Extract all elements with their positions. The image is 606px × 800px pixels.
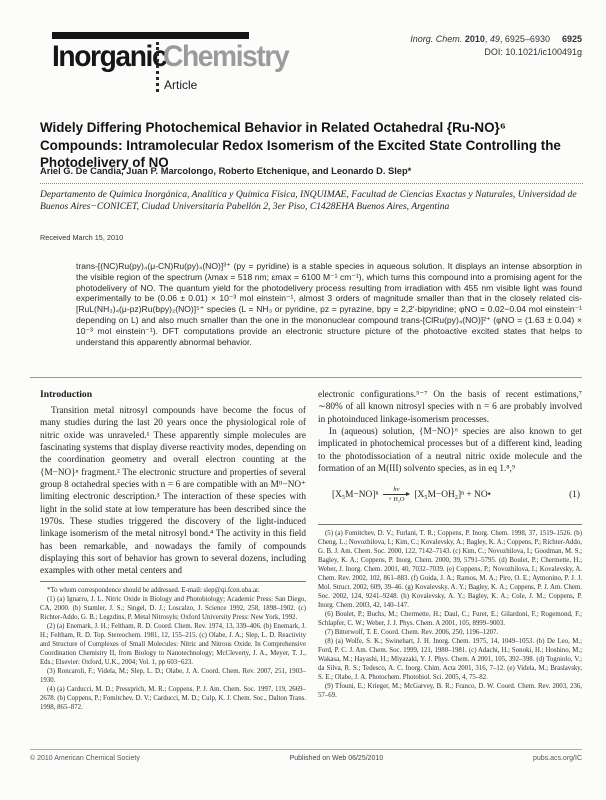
logo-dotted-divider — [156, 42, 159, 92]
page-number: 6925 — [561, 34, 582, 44]
published-date: Published on Web 06/25/2010 — [289, 755, 384, 762]
arrow-line-icon — [383, 494, 409, 495]
footnote-ref-7: (7) Bitterwolf, T. E. Coord. Chem. Rev. 2006, 250, 1196–1207. — [325, 629, 499, 636]
citation-line — [410, 33, 582, 46]
footnote-ref-9: (9) Tfouni, E.; Krieger, M.; McGarvey, B. R.; Franco, D. W. Coord. Chem. Rev. 2003, 236, 57–69. — [318, 683, 582, 699]
intro-paragraph: Transition metal nitrosyl compounds have become the focus of many studies during the last 20 years once the physiological role of nitric oxide was unraveled.¹ These apparently simple molecules are fascinating systems that display diverse reactivity modes, depending on the coordination geometry and overall electron counting at the {M−NO}ⁿ fragment.² The electronic structure and properties of several group 8 octahedral species with n = 6 are compatible with an Mᴵᴵ−NO⁺ limiting electronic description.³ The interaction of these species with light in the solid state at low temperature has been described since the 1970s. These studies triggered the discovery of the light-induced linkage isomerism of the metal nitrosyl bond.⁴ The activity in this field has been remarkable, and nowadays the family of compounds displaying this sort of behavior has grown to several dozens, including examples with other metal centers and — [40, 406, 306, 577]
logo-word-inorganic: Inorganic — [52, 40, 167, 73]
body-paragraph-continuation: electronic configurations.⁵⁻⁷ On the basis of recent estimations,⁷ ∼80% of all known nitrosyl species with n = 6 are probably involved in photoinduced linkage-isomerism processes. — [318, 390, 582, 425]
author-list: Ariel G. De Candia, Juan P. Marcolongo, Roberto Etchenique, and Leonardo D. Slep* — [40, 166, 412, 176]
arrow-label-bottom: + H₂O — [388, 496, 405, 504]
doi-line: DOI: 10.1021/ic100491g — [484, 47, 582, 57]
citation-journal: Inorg. Chem. — [410, 34, 463, 44]
footnote-ref-6: (6) Boulet, P.; Buchs, M.; Chermette, H.; Daul, C.; Furet, E.; Gilardoni, F.; Rogemond, F.; Schlapfer, C. W.; Weber, J. J. Phys. Chem. A 2001, 105, 8999–9003. — [318, 611, 582, 627]
abstract-body-divider — [30, 377, 582, 378]
footnote-divider-right — [318, 524, 582, 525]
footnote-ref-1: (1) (a) Ignarro, J. L. Nitric Oxide in Biology and Photobiology; Academic Press: San Diego, CA, 2000. (b) Stamler, J. S.; Singel, D. J.; Loscalzo, J. Science 1992, 258, 1898–1902. (c) Richter-Addo, G. B.; Legzdins, P. Metal Nitrosyls; Oxford University Press: New York, 1992. — [40, 596, 306, 621]
abstract-text: trans-[(NC)Ru(py)₄(μ-CN)Ru(py)₄(NO)]³⁺ (py = pyridine) is a stable species in aqueous solution. It displays an intense absorption in the visible region of the spectrum (λmax = 518 nm; εmax = 6100 M⁻¹ cm⁻¹), which turns this compound into a promising agent for the photodelivery of NO. The quantum yield for the photodelivery process resulting from irradiation with 455 nm visible light was found experimentally to be (0.06 ± 0.01) × 10⁻³ mol einstein⁻¹, almost 3 orders of magnitude smaller than that in the closely related cis-[RuL(NH₃)₄(μ-pz)Ru(bpy)₂(NO)]⁵⁺ species (L = NH₃ or pyridine, pz = pyrazine, bpy = 2,2′-bipyridine; φNO = 0.02−0.04 mol einstein⁻¹ depending on L) and also much smaller than the one in the mononuclear compound trans-[ClRu(py)₄(NO)]²⁺ (φNO = (1.63 ± 0.04) × 10⁻³ mol einstein⁻¹). DFT computations provide an electronic structure picture of the photoactive excited states that helps to understand this apparently abnormal behavior. — [76, 261, 582, 347]
footnote-ref-2: (2) (a) Enemark, J. H.; Feltham, R. D. Coord. Chem. Rev. 1974, 13, 339–406. (b) Enemark, J. H.; Feltham, R. D. Top. Stereochem. 1981, 12, 155–215. (c) Olabe, J. A.; Slep, L. D. Reactivity and Structure of Complexes of Small Molecules: Nitric and Nitrous Oxide. In Comprehensive Coordination Chemistry II, from Biology to Nanotechnology; McCleverty, J. A., Meyer, T. J., Eds.; Elsevier: Oxford, U.K., 2004; Vol. 1, pp 603−623. — [40, 623, 306, 666]
body-paragraph-solution: In (aqueous) solution, {M−NO}⁶ species are also known to get implicated in photochemical processes but of a different kind, leading to the photodissociation of a neutral nitric oxide molecule and the formation of an M(III) solvento species, as in eq 1.⁸,⁹ — [318, 427, 582, 475]
citation-year: 2010 — [464, 34, 485, 44]
paper-title: Widely Differing Photochemical Behavior in Related Octahedral {Ru-NO}⁶ Compounds: Intramolecular Redox Isomerism of the Excited State Controlling the Photodelivery of NO — [40, 120, 561, 170]
right-footnotes — [318, 524, 582, 700]
logo-word-chemistry: Chemistry — [163, 40, 289, 73]
copyright-notice: © 2010 American Chemical Society — [30, 755, 140, 762]
footer-divider — [30, 749, 582, 750]
affiliation: Departamento de Química Inorgánica, Analítica y Química Física, INQUIMAE, Facultad de Ciencias Exactas y Naturales, Universidad de Buenos Aires−CONICET, Ciudad Universitaria Pabellón 2, 3er Piso, C1428EHA Buenos Aires, Argentina — [40, 189, 577, 212]
logo-top-bar — [52, 32, 249, 39]
correspondence-note: *To whom correspondence should be addressed. E-mail: slep@qi.fcen.uba.ar. — [47, 587, 260, 594]
citation-sep1: , — [484, 34, 490, 44]
left-column — [40, 389, 306, 578]
author-affiliation-divider — [40, 183, 583, 184]
publisher-site: pubs.acs.org/IC — [532, 755, 582, 762]
article-type-badge: Article — [164, 78, 198, 92]
received-date: Received March 15, 2010 — [40, 233, 124, 242]
equation-number: (1) — [569, 489, 580, 500]
section-heading-introduction: Introduction — [40, 389, 93, 400]
equation-1 — [318, 486, 582, 503]
right-column — [318, 389, 582, 503]
equation-right-term: [X₅M−OH₂]ⁿ + NO• — [414, 489, 491, 500]
footnote-ref-5: (5) (a) Fomitchev, D. V.; Furlani, T. R.; Coppens, P. Inorg. Chem. 1998, 37, 1519–1526. (b) Cheng, L.; Novozhilova, I.; Kim, C.; Kovalevsky, A.; Bagley, K. A.; Coppens, P.; Richter-Addo, G. B. J. Am. Chem. Soc. 2000, 122, 7142–7143. (c) Kim, C.; Novozhilova, I.; Goodman, M. S.; Bagley, K. A.; Coppens, P. Inorg. Chem. 2000, 39, 5791–5795. (d) Boulet, P.; Chermette, H.; Weber, J. Inorg. Chem. 2001, 40, 7032–7039. (e) Coppens, P.; Novozhilova, I.; Kovalevsky, A. Chem. Rev. 2002, 102, 861–883. (f) Guida, J. A.; Ramos, M. A.; Piro, O. E.; Aymonino, P. J. J. Mol. Struct. 2002, 609, 39–46. (g) Kovalevsky, A. Y.; Bagley, K. A.; Coppens, P. J. Am. Chem. Soc. 2002, 124, 9241–9248. (h) Kovalevsky, A. Y.; Bagley, K. A.; Cole, J. M.; Coppens, P. Inorg. Chem. 2003, 42, 140–147. — [318, 530, 582, 609]
footnote-ref-4: (4) (a) Carducci, M. D.; Pressprich, M. R.; Coppens, P. J. Am. Chem. Soc. 1997, 119, 2669–2678. (b) Coppens, P.; Fomitchev, D. V.; Carducci, M. D.; Culp, K. J. Chem. Soc., Dalton Trans. 1998, 865–872. — [40, 686, 306, 711]
footnote-ref-3: (3) Roncaroli, F.; Videla, M.; Slep, L. D.; Olabe, J. A. Coord. Chem. Rev. 2007, 251, 1903–1930. — [40, 668, 306, 684]
citation-volume: 49 — [489, 34, 500, 44]
citation-sep2: , — [499, 34, 505, 44]
citation-block — [410, 33, 582, 59]
citation-pages: 6925–6930 — [504, 34, 550, 44]
journal-logo — [52, 30, 289, 102]
left-footnotes — [40, 581, 306, 712]
footnote-ref-8: (8) (a) Wolfe, S. K.; Swinehart, J. H. Inorg. Chem. 1975, 14, 1049–1053. (b) De Leo, M.; Ford, P. C. J. Am. Chem. Soc. 1999, 121, 1980–1981. (c) Adachi, H.; Sonoki, H.; Hoshino, M.; Wakasa, M.; Hayashi, H.; Miyazaki, Y. J. Phys. Chem. A 2001, 105, 392–398. (d) Togniolo, V.; da Silva, R. S.; Tedesco, A. C. Inorg. Chim. Acta 2001, 316, 7–12. (e) Videla, M.; Braslavsky, S. E.; Olabe, J. A. Photochem. Photobiol. Sci. 2005, 4, 75–82. — [318, 638, 582, 681]
reaction-arrow — [383, 486, 409, 503]
footnote-divider-left — [40, 581, 306, 582]
arrow-label-top: hν — [393, 486, 400, 494]
equation-left-term: [X₅M−NO]ⁿ — [332, 489, 379, 500]
page-footer — [30, 755, 582, 762]
